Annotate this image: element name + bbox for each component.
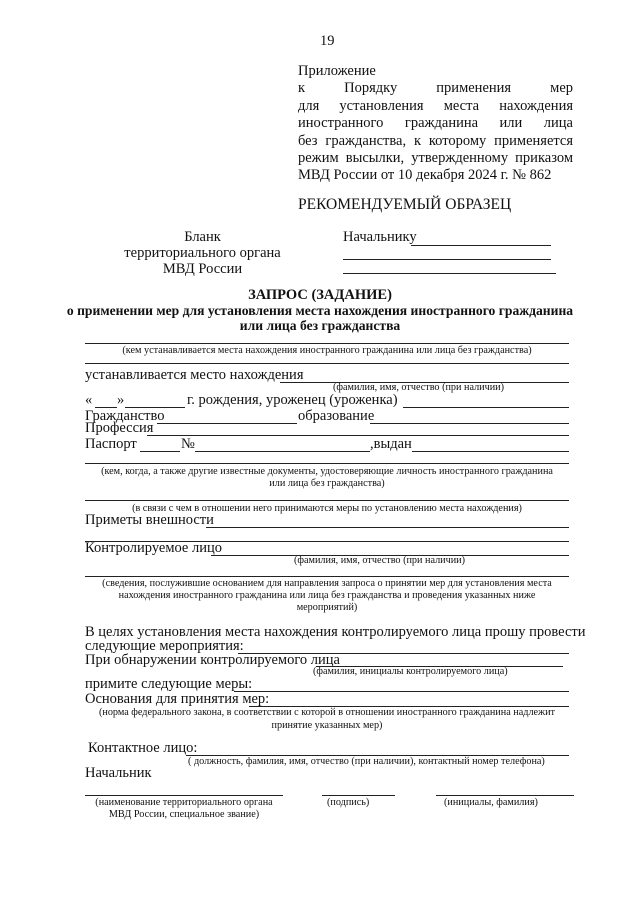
request-subtitle: или лица без гражданства bbox=[239, 318, 401, 333]
appearance-label: Приметы внешности bbox=[85, 512, 214, 528]
passport-label: Паспорт bbox=[85, 436, 137, 452]
who-line[interactable] bbox=[85, 363, 569, 364]
hint-initials: (фамилия, инициалы контролируемого лица) bbox=[313, 666, 508, 677]
blank-line: МВД России bbox=[162, 261, 243, 277]
hint-reason: (в связи с чем в отношении него принимаются меры по установлению места нахождения) bbox=[132, 503, 522, 514]
issued-label: ,выдан bbox=[370, 436, 412, 452]
blank-header bbox=[115, 229, 290, 277]
hint-info: мероприятий) bbox=[296, 602, 358, 613]
docs-line[interactable] bbox=[85, 463, 569, 464]
sig-org-line[interactable] bbox=[85, 795, 283, 796]
sig-sign-line[interactable] bbox=[322, 795, 395, 796]
hint-info: (сведения, послужившие основанием для направления запроса о принятии мер для установления места bbox=[102, 578, 552, 589]
passport-series-line[interactable] bbox=[140, 451, 180, 452]
addressee-line[interactable] bbox=[411, 245, 551, 246]
sig-name-line[interactable] bbox=[436, 795, 574, 796]
appendix-line: Приложение bbox=[298, 63, 376, 79]
info-line[interactable] bbox=[85, 576, 569, 577]
request-subtitle: о применении мер для установления места нахождения иностранного гражданина bbox=[66, 303, 574, 318]
sig-hint-name: (инициалы, фамилия) bbox=[444, 797, 538, 808]
page-number: 19 bbox=[320, 33, 335, 49]
hint-fio2: (фамилия, имя, отчество (при наличии) bbox=[294, 555, 466, 566]
chief-label: Начальник bbox=[85, 765, 152, 781]
blank-line: Бланк bbox=[184, 229, 221, 245]
who-line[interactable] bbox=[85, 343, 569, 344]
appearance-line[interactable] bbox=[206, 527, 569, 528]
number-sign: № bbox=[181, 436, 195, 452]
hint-docs: (кем, когда, а также другие известные документы, удостоверяющие личность иностранного гражданина bbox=[101, 466, 553, 477]
quote-close: » bbox=[117, 392, 125, 408]
appendix-line: без гражданства, к которому применяется bbox=[298, 132, 573, 149]
contact-label: Контактное лицо: bbox=[88, 740, 198, 756]
blank-line: территориального органа bbox=[124, 245, 281, 261]
quote-open: « bbox=[85, 392, 93, 408]
reason-line[interactable] bbox=[85, 500, 569, 501]
citizenship-line[interactable] bbox=[157, 423, 297, 424]
education-line[interactable] bbox=[370, 423, 569, 424]
hint-fio: (фамилия, имя, отчество (при наличии) bbox=[333, 382, 505, 393]
sig-hint-org: МВД России, специальное звание) bbox=[108, 809, 260, 820]
hint-norm: принятие указанных мер) bbox=[271, 720, 383, 731]
detect-label: При обнаружении контролируемого лица bbox=[85, 652, 340, 668]
location-label: устанавливается место нахождения bbox=[85, 367, 304, 383]
hint-who: (кем устанавливается места нахождения иностранного гражданина или лица без гражданства) bbox=[122, 345, 532, 356]
appendix-block bbox=[298, 63, 573, 185]
hint-docs: или лица без гражданства) bbox=[269, 478, 385, 489]
appendix-line: иностранного гражданина или лица bbox=[298, 115, 573, 132]
appendix-line: режим высылки, утвержденному приказом bbox=[298, 150, 573, 167]
birthplace-line[interactable] bbox=[403, 407, 569, 408]
purpose-line: следующие мероприятия: bbox=[85, 638, 244, 654]
sig-hint-sign: (подпись) bbox=[327, 797, 370, 808]
birth-label: г. рождения, уроженец (уроженка) bbox=[187, 392, 398, 408]
request-title: ЗАПРОС (ЗАДАНИЕ) bbox=[248, 287, 392, 303]
appendix-line: МВД России от 10 декабря 2024 г. № 862 bbox=[298, 167, 552, 184]
citizenship-label: Гражданство bbox=[85, 408, 165, 424]
sample-title: РЕКОМЕНДУЕМЫЙ ОБРАЗЕЦ bbox=[298, 196, 512, 213]
profession-label: Профессия bbox=[85, 420, 154, 436]
controlled-label: Контролируемое лицо bbox=[85, 540, 222, 556]
addressee-line[interactable] bbox=[343, 259, 551, 260]
sig-hint-org: (наименование территориального органа bbox=[95, 797, 273, 808]
grounds-label: Основания для принятия мер: bbox=[85, 691, 270, 707]
passport-number-line[interactable] bbox=[195, 451, 370, 452]
purpose-line: В целях установления места нахождения контролируемого лица прошу провести bbox=[85, 624, 586, 640]
measures-line[interactable] bbox=[234, 691, 569, 692]
appendix-line: к Порядку применения мер bbox=[298, 80, 573, 97]
addressee-label: Начальнику bbox=[343, 229, 417, 245]
profession-line[interactable] bbox=[147, 435, 569, 436]
education-label: образование bbox=[298, 408, 375, 424]
hint-norm: (норма федерального закона, в соответствии с которой в отношении иностранного гражданина надлежит bbox=[98, 707, 555, 718]
measures-label: примите следующие меры: bbox=[85, 676, 253, 692]
appendix-line: для установления места нахождения bbox=[298, 97, 573, 114]
hint-contact: ( должность, фамилия, имя, отчество (при наличии), контактный номер телефона) bbox=[188, 756, 545, 767]
hint-info: нахождения иностранного гражданина или лица без гражданства и проведения указанных ниже bbox=[118, 590, 536, 601]
passport-issued-line[interactable] bbox=[412, 451, 569, 452]
addressee-line[interactable] bbox=[343, 273, 556, 274]
